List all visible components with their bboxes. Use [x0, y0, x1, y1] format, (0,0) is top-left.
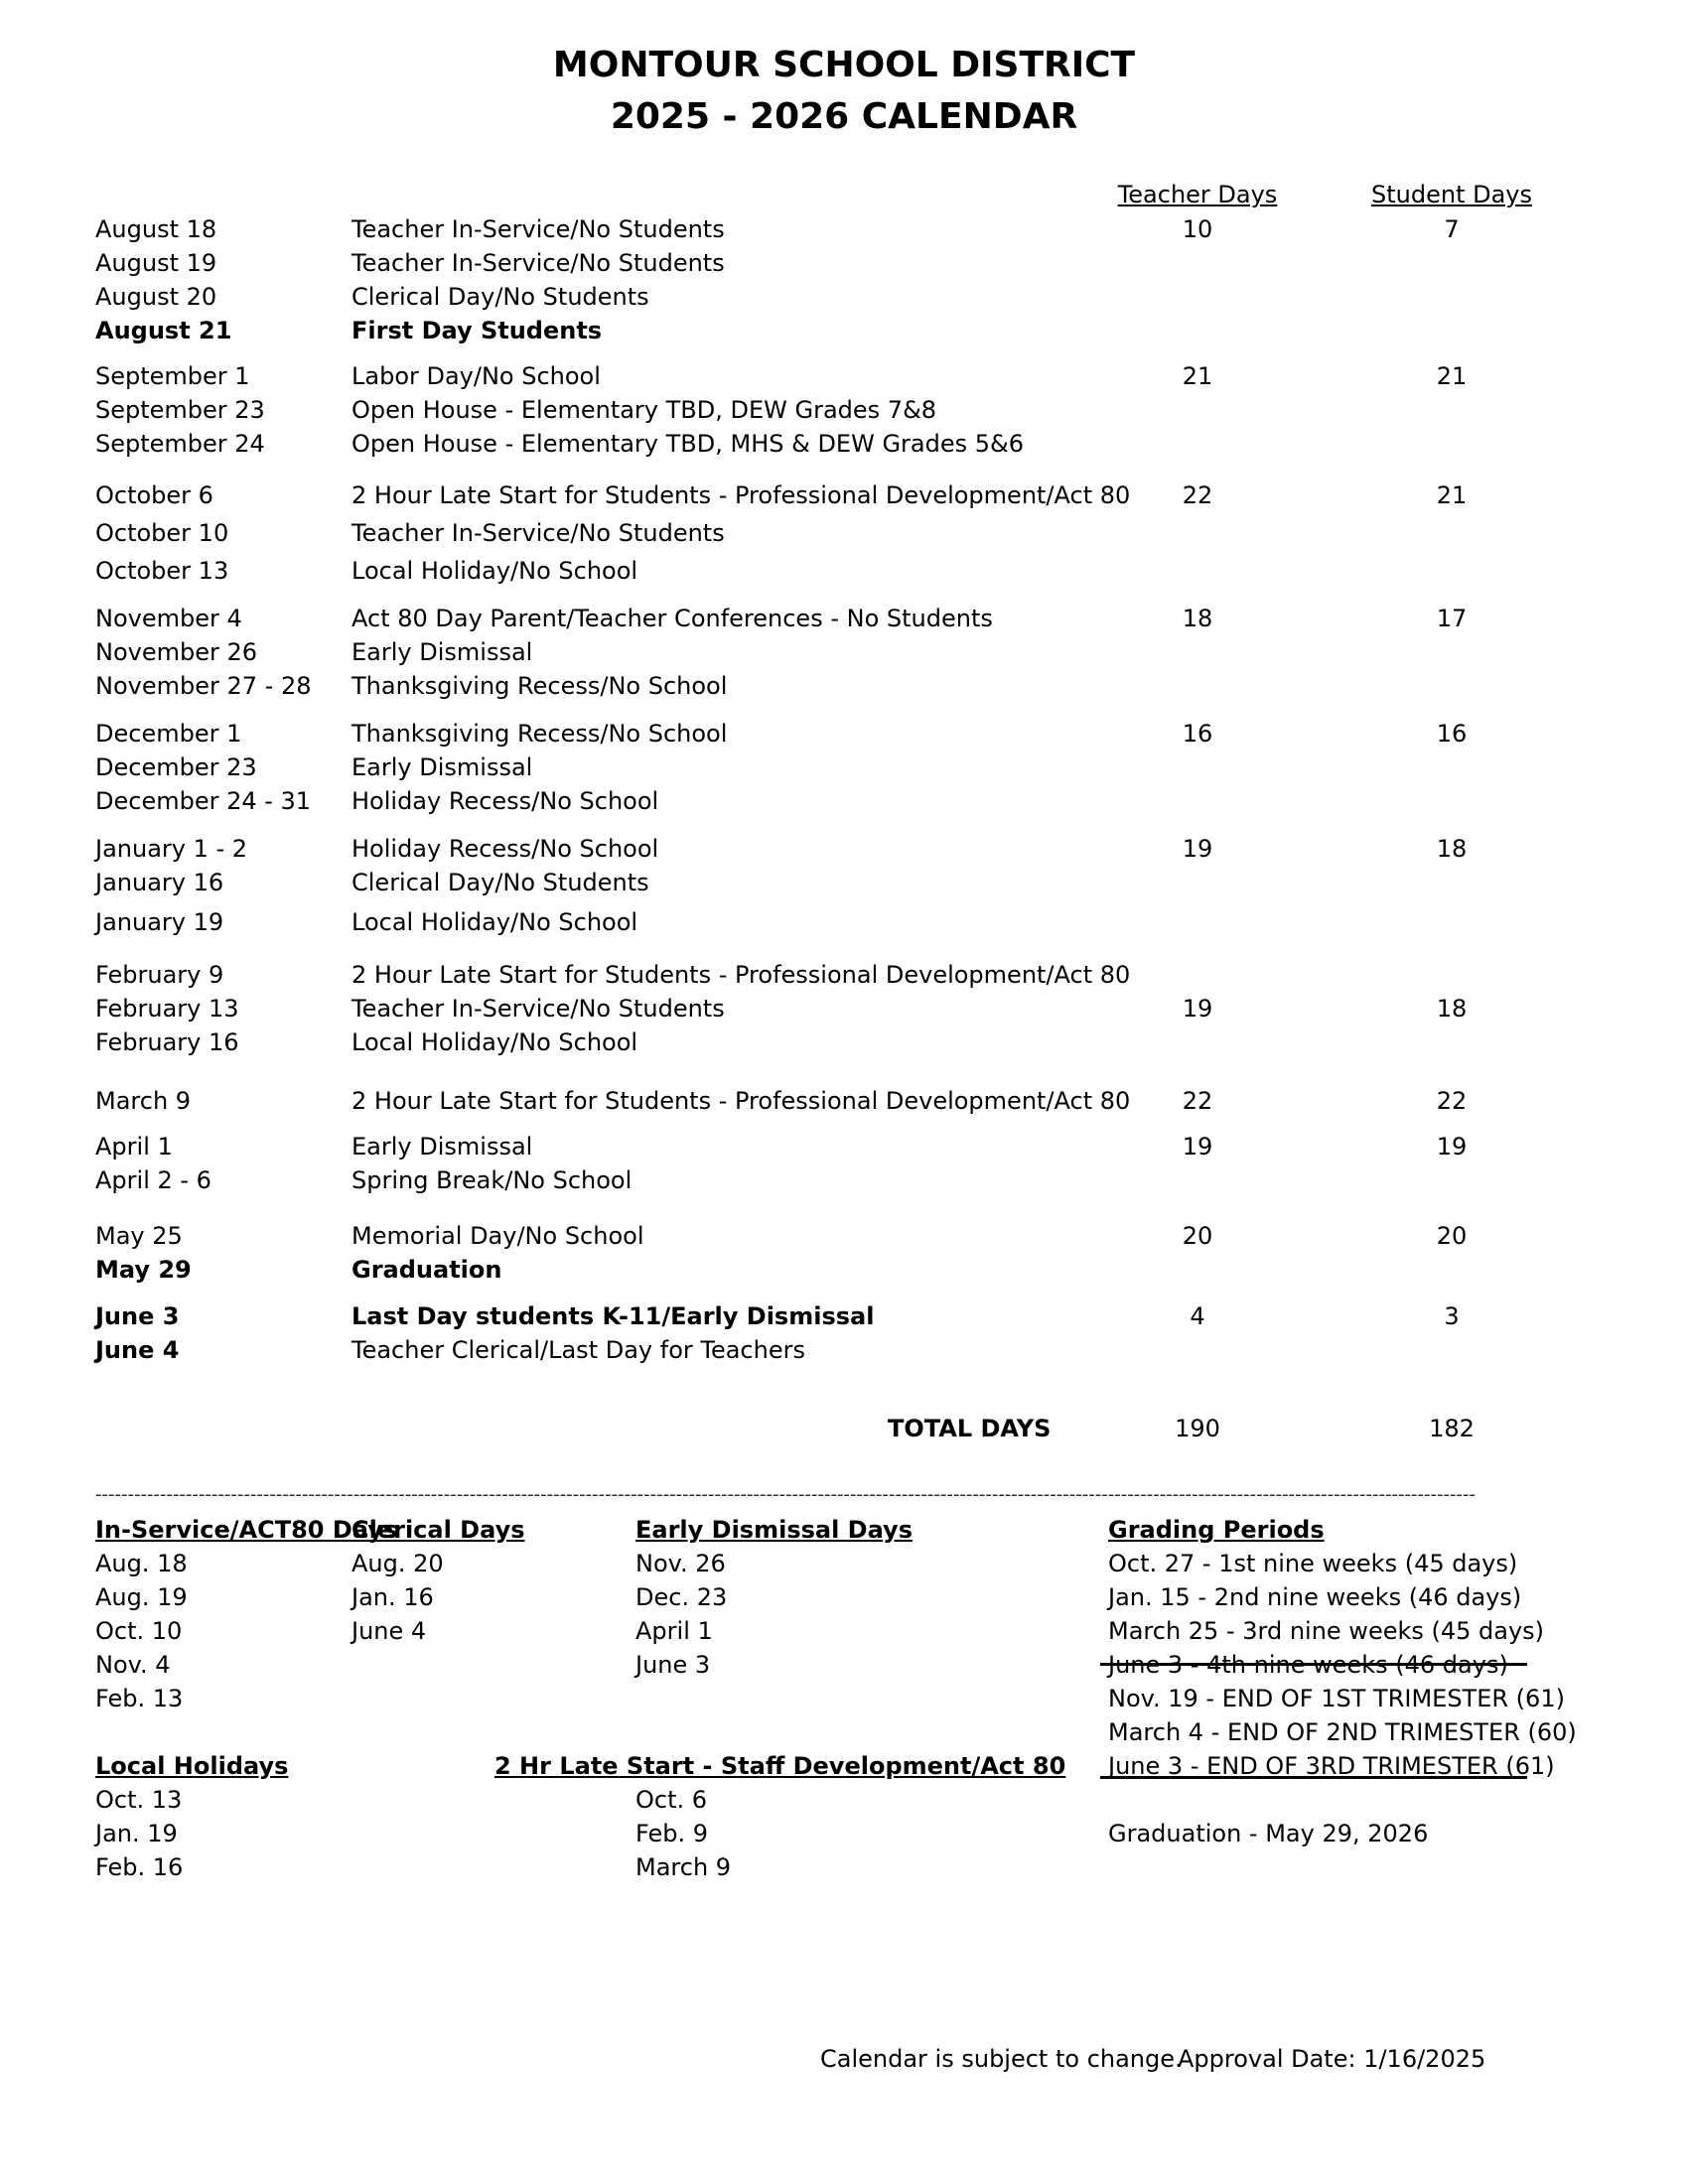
event-date: September 23	[95, 396, 265, 424]
early-dismissal-date: Nov. 26	[635, 1550, 726, 1577]
event-date: May 25	[95, 1222, 183, 1250]
event-date: January 19	[95, 908, 224, 936]
student-days-count: 3	[1444, 1302, 1460, 1330]
grading-period: Jan. 15 - 2nd nine weeks (46 days)	[1108, 1583, 1522, 1611]
student-days-count: 21	[1436, 481, 1468, 509]
event-date: February 9	[95, 961, 224, 989]
event-description: Memorial Day/No School	[352, 1222, 644, 1250]
event-description: Labor Day/No School	[352, 362, 601, 390]
event-date: August 21	[95, 317, 232, 344]
event-description: 2 Hour Late Start for Students - Professional Development/Act 80	[352, 481, 1131, 509]
event-description: Clerical Day/No Students	[352, 869, 649, 896]
event-date: September 1	[95, 362, 250, 390]
teacher-days-count: 16	[1182, 720, 1213, 748]
event-date: October 6	[95, 481, 213, 509]
clerical-heading: Clerical Days	[352, 1516, 525, 1544]
section-divider: ----------------------------------------------------------------------------------------------------------------------------------------------------------------------------------------------------------------------	[95, 1484, 1476, 1505]
event-date: February 13	[95, 995, 239, 1023]
event-date: December 1	[95, 720, 242, 748]
event-description: Clerical Day/No Students	[352, 283, 649, 311]
event-description: Early Dismissal	[352, 1133, 533, 1160]
total-student-days: 182	[1429, 1415, 1475, 1442]
event-date: December 24 - 31	[95, 787, 312, 815]
late-start-date: March 9	[635, 1853, 732, 1881]
teacher-days-count: 19	[1182, 995, 1213, 1023]
event-date: January 16	[95, 869, 224, 896]
late-start-heading: 2 Hr Late Start - Staff Development/Act 80	[494, 1752, 1066, 1780]
event-description: Holiday Recess/No School	[352, 835, 659, 863]
event-date: December 23	[95, 753, 257, 781]
late-start-date: Feb. 9	[635, 1820, 709, 1847]
grading-rule	[1100, 1663, 1527, 1666]
event-date: May 29	[95, 1256, 192, 1284]
event-description: Early Dismissal	[352, 638, 533, 666]
event-date: April 1	[95, 1133, 173, 1160]
grading-period: Oct. 27 - 1st nine weeks (45 days)	[1108, 1550, 1518, 1577]
event-description: Teacher In-Service/No Students	[352, 995, 725, 1023]
clerical-date: Aug. 20	[352, 1550, 444, 1577]
event-date: November 4	[95, 605, 242, 632]
event-date: January 1 - 2	[95, 835, 248, 863]
student-days-count: 18	[1436, 995, 1468, 1023]
grading-heading: Grading Periods	[1108, 1516, 1325, 1544]
event-date: June 3	[95, 1302, 180, 1330]
event-description: Teacher In-Service/No Students	[352, 215, 725, 243]
local-holiday-date: Jan. 19	[95, 1820, 178, 1847]
student-days-count: 21	[1436, 362, 1468, 390]
grading-period: March 25 - 3rd nine weeks (45 days)	[1108, 1617, 1545, 1645]
page-title: MONTOUR SCHOOL DISTRICT	[552, 45, 1136, 85]
teacher-days-count: 19	[1182, 835, 1213, 863]
trimester-end: March 4 - END OF 2ND TRIMESTER (60)	[1108, 1718, 1577, 1746]
event-description: Teacher Clerical/Last Day for Teachers	[352, 1336, 805, 1364]
event-description: First Day Students	[352, 317, 603, 344]
event-date: September 24	[95, 430, 265, 458]
clerical-date: June 4	[352, 1617, 427, 1645]
student-days-count: 20	[1436, 1222, 1468, 1250]
inservice-date: Nov. 4	[95, 1651, 171, 1679]
event-date: October 13	[95, 557, 229, 585]
late-start-date: Oct. 6	[635, 1786, 708, 1814]
event-description: Open House - Elementary TBD, DEW Grades 7&8	[352, 396, 937, 424]
event-description: 2 Hour Late Start for Students - Professional Development/Act 80	[352, 961, 1131, 989]
event-date: November 26	[95, 638, 258, 666]
trimester-end: June 3 - END OF 3RD TRIMESTER (61)	[1108, 1752, 1555, 1780]
inservice-date: Aug. 18	[95, 1550, 188, 1577]
event-date: August 19	[95, 249, 217, 277]
change-note: Calendar is subject to change.	[820, 2045, 1183, 2073]
page-subtitle: 2025 - 2026 CALENDAR	[610, 96, 1078, 137]
event-date: November 27 - 28	[95, 672, 312, 700]
event-description: Last Day students K-11/Early Dismissal	[352, 1302, 875, 1330]
trimester-end: Nov. 19 - END OF 1ST TRIMESTER (61)	[1108, 1685, 1565, 1712]
event-date: October 10	[95, 519, 229, 547]
event-description: Teacher In-Service/No Students	[352, 519, 725, 547]
event-date: March 9	[95, 1087, 192, 1115]
approval-date: Approval Date: 1/16/2025	[1178, 2045, 1486, 2073]
early-dismissal-heading: Early Dismissal Days	[635, 1516, 913, 1544]
early-dismissal-date: April 1	[635, 1617, 713, 1645]
inservice-date: Oct. 10	[95, 1617, 183, 1645]
event-date: February 16	[95, 1028, 239, 1056]
local-holiday-date: Oct. 13	[95, 1786, 183, 1814]
event-description: Open House - Elementary TBD, MHS & DEW Grades 5&6	[352, 430, 1025, 458]
event-description: Local Holiday/No School	[352, 908, 638, 936]
teacher-days-header: Teacher Days	[1117, 181, 1278, 208]
teacher-days-count: 21	[1182, 362, 1213, 390]
local-holidays-heading: Local Holidays	[95, 1752, 289, 1780]
teacher-days-count: 10	[1182, 215, 1213, 243]
clerical-date: Jan. 16	[352, 1583, 434, 1611]
total-teacher-days: 190	[1175, 1415, 1220, 1442]
teacher-days-count: 22	[1182, 481, 1213, 509]
event-date: June 4	[95, 1336, 180, 1364]
event-description: Thanksgiving Recess/No School	[352, 720, 728, 748]
teacher-days-count: 20	[1182, 1222, 1213, 1250]
student-days-count: 22	[1436, 1087, 1468, 1115]
event-description: Spring Break/No School	[352, 1166, 633, 1194]
grading-period: June 3 - 4th nine weeks (46 days)	[1108, 1651, 1508, 1679]
event-description: Thanksgiving Recess/No School	[352, 672, 728, 700]
teacher-days-count: 19	[1182, 1133, 1213, 1160]
event-description: Teacher In-Service/No Students	[352, 249, 725, 277]
event-date: August 20	[95, 283, 217, 311]
event-date: April 2 - 6	[95, 1166, 211, 1194]
event-description: 2 Hour Late Start for Students - Professional Development/Act 80	[352, 1087, 1131, 1115]
student-days-count: 7	[1444, 215, 1460, 243]
trimester-rule	[1100, 1776, 1527, 1779]
event-description: Local Holiday/No School	[352, 1028, 638, 1056]
inservice-heading: In-Service/ACT80 Days	[95, 1516, 398, 1544]
student-days-count: 19	[1436, 1133, 1468, 1160]
local-holiday-date: Feb. 16	[95, 1853, 184, 1881]
early-dismissal-date: Dec. 23	[635, 1583, 728, 1611]
graduation-note: Graduation - May 29, 2026	[1108, 1820, 1429, 1847]
teacher-days-count: 22	[1182, 1087, 1213, 1115]
teacher-days-count: 18	[1182, 605, 1213, 632]
event-description: Holiday Recess/No School	[352, 787, 659, 815]
inservice-date: Feb. 13	[95, 1685, 184, 1712]
early-dismissal-date: June 3	[635, 1651, 711, 1679]
event-description: Early Dismissal	[352, 753, 533, 781]
student-days-header: Student Days	[1371, 181, 1532, 208]
student-days-count: 17	[1436, 605, 1468, 632]
student-days-count: 16	[1436, 720, 1468, 748]
student-days-count: 18	[1436, 835, 1468, 863]
inservice-date: Aug. 19	[95, 1583, 188, 1611]
total-days-label: TOTAL DAYS	[888, 1415, 1052, 1442]
teacher-days-count: 4	[1190, 1302, 1205, 1330]
event-description: Local Holiday/No School	[352, 557, 638, 585]
event-description: Act 80 Day Parent/Teacher Conferences - No Students	[352, 605, 993, 632]
event-description: Graduation	[352, 1256, 502, 1284]
event-date: August 18	[95, 215, 217, 243]
